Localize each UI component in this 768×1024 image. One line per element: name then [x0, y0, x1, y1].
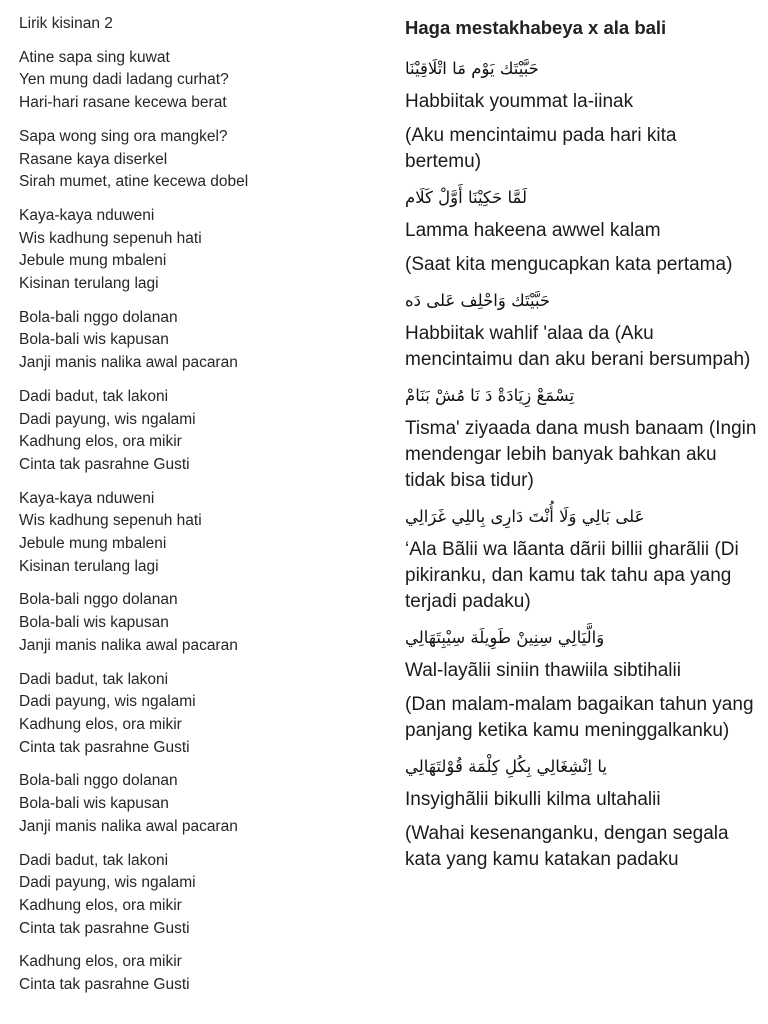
lyric-stanza	[19, 205, 381, 296]
lyric-line: Janji manis nalika awal pacaran	[19, 636, 238, 654]
lyric-line: Cinta tak pasrahne Gusti	[19, 738, 190, 756]
transliteration-line: (Dan malam-malam bagaikan tahun yang panjang ketika kamu meninggalkanku)	[405, 694, 754, 741]
lyric-line: Rasane kaya diserkel	[19, 150, 168, 168]
lyric-stanza	[19, 669, 381, 760]
lyric-line: Kaya-kaya nduweni	[19, 489, 155, 507]
lyric-line: Sirah mumet, atine kecewa dobel	[19, 173, 249, 191]
lyric-line: Bola-bali wis kapusan	[19, 795, 169, 813]
transliteration-line: ‘Ala Bãlii wa lãanta dãrii billii gharãlii (Di pikiranku, dan kamu tak tahu apa yang terjadi padaku)	[405, 539, 739, 612]
lyric-stanza	[19, 589, 381, 657]
arabic-line: حَبَّيْتَك وَاحْلِف عَلى دَه	[405, 291, 551, 310]
lyric-line: Dadi payung, wis ngalami	[19, 874, 196, 892]
lyric-stanza	[19, 126, 381, 194]
arabic-line: وَالَّيَالِي سِنِينْ طَوِيلَة سِيْبِتَهَالِي	[405, 628, 605, 647]
lyric-line: Kaya-kaya nduweni	[19, 206, 155, 224]
lyric-line: Hari-hari rasane kecewa berat	[19, 94, 227, 112]
lyric-stanza	[19, 488, 381, 579]
transliteration-line: (Saat kita mengucapkan kata pertama)	[405, 254, 733, 275]
lyric-line: Kisinan terulang lagi	[19, 275, 159, 293]
lyric-line: Kisinan terulang lagi	[19, 557, 159, 575]
left-stanza-list	[19, 47, 381, 997]
lyric-line: Kadhung elos, ora mikir	[19, 953, 182, 971]
lyric-line: Atine sapa sing kuwat	[19, 48, 170, 66]
lyric-line: Janji manis nalika awal pacaran	[19, 817, 238, 835]
lyric-line: Wis kadhung sepenuh hati	[19, 229, 202, 247]
lyric-stanza	[19, 307, 381, 375]
lyric-line: Cinta tak pasrahne Gusti	[19, 455, 190, 473]
transliteration-line: Tisma' ziyaada dana mush banaam (Ingin mendengar lebih banyak bahkan aku tidak bisa tidur)	[405, 418, 757, 491]
transliteration-line: Wal-layãlii siniin thawiila sibtihalii	[405, 660, 681, 681]
arabic-line: عَلى بَالِي وَلَا أُنْتَ دَارِى بِاللِي غَرَالِي	[405, 507, 645, 526]
lyric-line: Dadi payung, wis ngalami	[19, 693, 196, 711]
arabic-line: تِسْمَعْ زِيَادَةْ دَ نَا مُشْ بَنَامْ	[405, 386, 575, 405]
lyric-line: Dadi badut, tak lakoni	[19, 851, 169, 869]
lyric-stanza	[19, 850, 381, 941]
lyric-line: Kadhung elos, ora mikir	[19, 896, 182, 914]
right-block-list	[405, 54, 757, 873]
transliteration-line: (Wahai kesenanganku, dengan segala kata yang kamu katakan padaku	[405, 823, 729, 870]
right-lyrics-column	[405, 16, 757, 881]
lyric-line: Yen mung dadi ladang curhat?	[19, 71, 229, 89]
lyric-line: Jebule mung mbaleni	[19, 252, 167, 270]
lyric-line: Wis kadhung sepenuh hati	[19, 512, 202, 530]
lyric-line: Bola-bali wis kapusan	[19, 331, 169, 349]
lyric-line: Sapa wong sing ora mangkel?	[19, 127, 228, 145]
lyric-line: Bola-bali nggo dolanan	[19, 308, 178, 326]
lyric-line: Kadhung elos, ora mikir	[19, 433, 182, 451]
transliteration-line: Insyighãlii bikulli kilma ultahalii	[405, 789, 661, 810]
lyric-line: Cinta tak pasrahne Gusti	[19, 919, 190, 937]
transliteration-line: Habbiitak yoummat la-iinak	[405, 91, 634, 112]
arabic-line: يا اِنْشِغَالِي بِكُلِ كِلْمَة قُوْلتَهَالِي	[405, 757, 607, 776]
transliteration-line: Lamma hakeena awwel kalam	[405, 220, 661, 241]
lyric-stanza	[19, 386, 381, 477]
left-lyrics-column	[19, 13, 381, 1008]
lyric-line: Bola-bali nggo dolanan	[19, 591, 178, 609]
right-column-title: Haga mestakhabeya x ala bali	[405, 17, 667, 38]
lyric-line: Janji manis nalika awal pacaran	[19, 354, 238, 372]
arabic-line: لَمَّا حَكِيْنَا أَوَّلْ كَلَام	[405, 188, 528, 207]
lyric-line: Dadi badut, tak lakoni	[19, 387, 169, 405]
left-column-title: Lirik kisinan 2	[19, 15, 113, 32]
arabic-line: حَبَّيْتَك يَوْم مَا اتْلَاقِيْنَا	[405, 59, 539, 78]
lyric-line: Dadi payung, wis ngalami	[19, 410, 196, 428]
lyric-stanza	[19, 951, 381, 996]
lyric-stanza	[19, 770, 381, 838]
transliteration-line: (Aku mencintaimu pada hari kita bertemu)	[405, 125, 677, 172]
lyric-line: Jebule mung mbaleni	[19, 535, 167, 553]
lyric-line: Kadhung elos, ora mikir	[19, 715, 182, 733]
lyric-line: Dadi badut, tak lakoni	[19, 670, 169, 688]
lyric-line: Bola-bali wis kapusan	[19, 614, 169, 632]
lyric-stanza	[19, 47, 381, 115]
transliteration-line: Habbiitak wahlif 'alaa da (Aku mencintaimu dan aku berani bersumpah)	[405, 323, 751, 370]
lyric-line: Bola-bali nggo dolanan	[19, 772, 178, 790]
lyric-line: Cinta tak pasrahne Gusti	[19, 976, 190, 994]
